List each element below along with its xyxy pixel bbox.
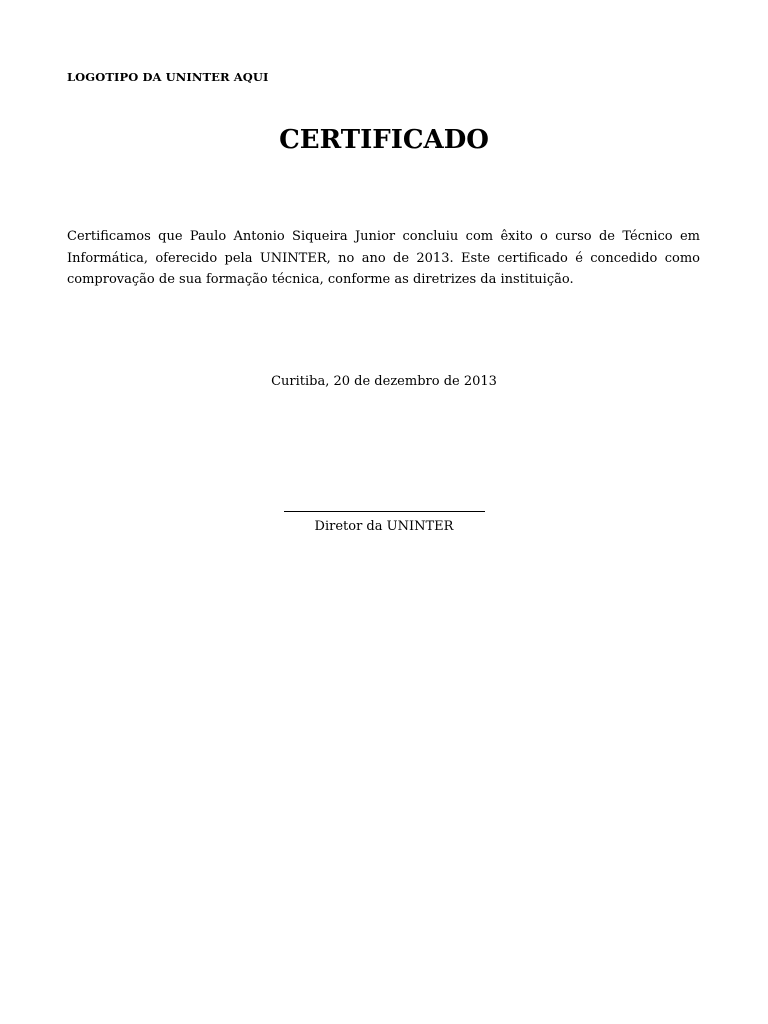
certificate-body: Certificamos que Paulo Antonio Siqueira Junior concluiu com êxito o curso de Técnico em Informática, oferecido pela UNINTER, no ano de 2013. Este certificado é concedido como comprovação de sua formação técnica, conforme as diretrizes da instituição. [67, 229, 700, 287]
logo-placeholder-text: LOGOTIPO DA UNINTER AQUI [67, 70, 269, 84]
certificate-title: CERTIFICADO [279, 125, 489, 155]
place-and-date: Curitiba, 20 de dezembro de 2013 [271, 374, 497, 389]
signatory-title: Diretor da UNINTER [314, 519, 454, 534]
signature-line [284, 511, 485, 512]
